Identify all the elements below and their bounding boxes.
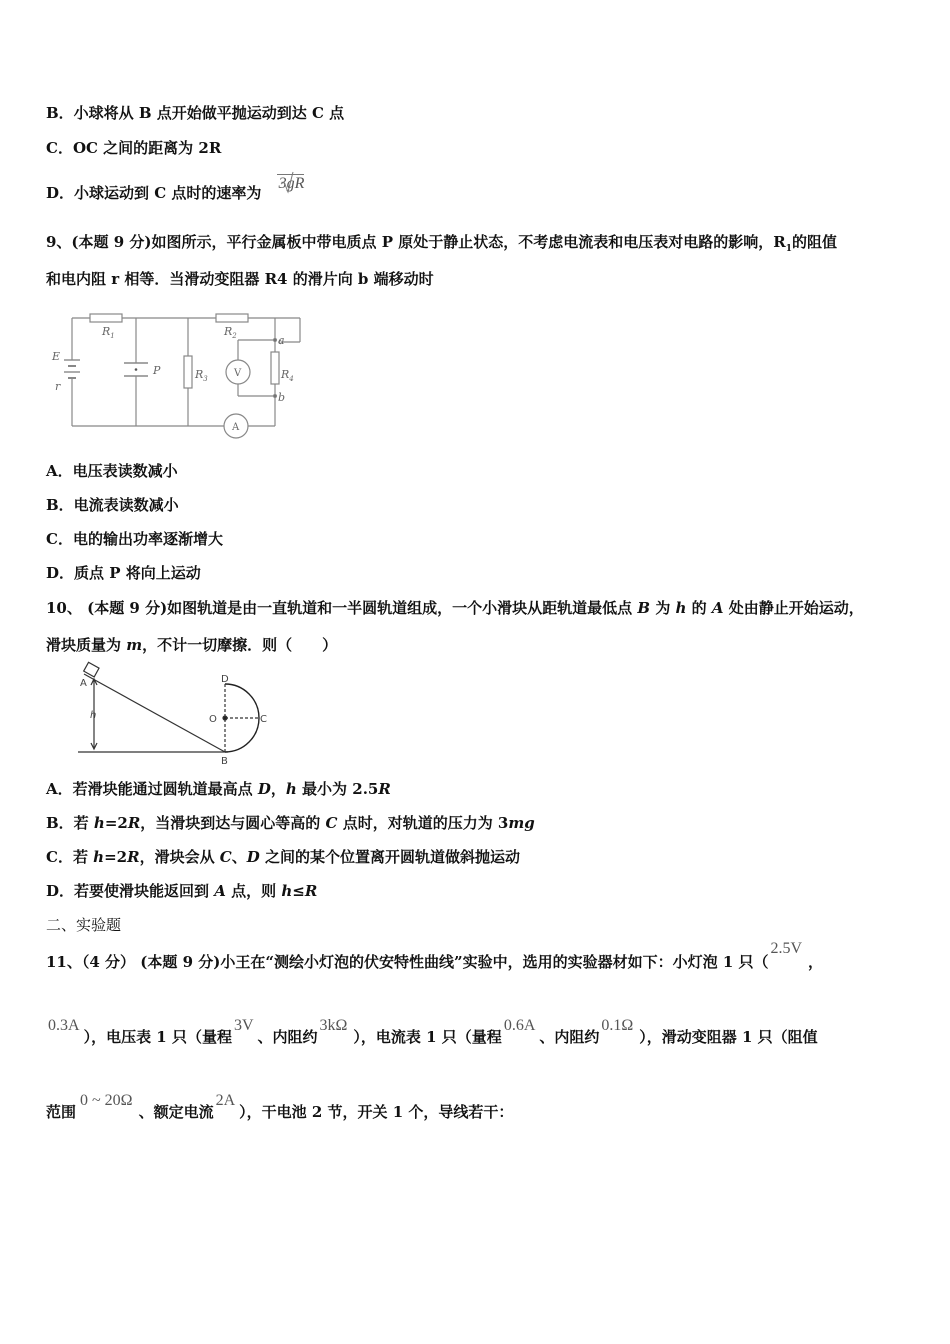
q11-val-2A: 2A — [215, 1092, 236, 1109]
q9-stem-end: 的阻值 — [791, 233, 837, 251]
q9-sub-1: 1 — [785, 244, 792, 254]
q11-t7: 范围 — [46, 1103, 77, 1121]
label-r: r — [55, 380, 61, 393]
q10-c-sep: 、 — [231, 848, 247, 866]
label-V: V — [234, 368, 242, 379]
q10-b-t3: 点时，对轨道的压力为 3 — [337, 814, 509, 832]
q10-c-h: h — [93, 848, 105, 866]
q10-stem-line1 — [46, 597, 864, 618]
label-A: A — [80, 678, 87, 689]
q9-option-d: D．质点 P 将向上运动 — [46, 564, 201, 582]
q10-t3: 的 — [686, 599, 712, 617]
q11-t3: 、内阻约 — [257, 1028, 318, 1046]
q11-line2 — [46, 1017, 818, 1047]
q8-option-d — [46, 175, 305, 203]
q8-option-b: B．小球将从 B 点开始做平抛运动到达 C 点 — [46, 104, 345, 122]
q10-b-t2: ，当滑块到达与圆心等高的 — [140, 814, 326, 832]
label-R4: $R_4$ — [281, 368, 294, 383]
sqrt-sign — [280, 170, 294, 194]
q10-d-h: h — [281, 882, 293, 900]
q10-c-t1: C．若 — [46, 848, 94, 866]
q10-t2: 为 — [650, 599, 676, 617]
q11-t5: 、内阻约 — [539, 1028, 600, 1046]
q10-c-R: R — [127, 848, 140, 866]
q10-b-eq: =2 — [104, 814, 128, 832]
q10-a-R: R — [378, 780, 391, 798]
q10-var-m: m — [126, 636, 143, 654]
q10-t1: 10、 (本题 9 分)如图轨道是由一直轨道和一半圆轨道组成，一个小滑块从距轨道最低点 — [46, 599, 638, 617]
q10-d-t1: D．若要使滑块能返回到 — [46, 882, 215, 900]
q11-t2: ），电压表 1 只（量程 — [83, 1028, 232, 1046]
q10-d-R: R — [304, 882, 318, 900]
q11-val-2.5V: 2.5V — [770, 940, 803, 957]
q10-var-A: A — [711, 599, 724, 617]
q10-d-A: A — [214, 882, 226, 900]
label-R2: $R_2$ — [224, 325, 237, 340]
section-heading: 二、实验题 — [46, 916, 122, 934]
q10-t5: 滑块质量为 — [46, 636, 127, 654]
label-a: a — [278, 334, 285, 347]
q9-stem-text: 9、(本题 9 分)如图所示，平行金属板中带电质点 P 原处于静止状态，不考虑电流表和电压表对电路的影响，R — [46, 233, 786, 251]
q10-d-t2: 点，则 — [225, 882, 282, 900]
label-B: B — [221, 756, 228, 767]
label-R3: $R_3$ — [195, 368, 208, 383]
q8-option-c: C．OC 之间的距离为 2R — [46, 139, 222, 157]
q9-stem-line2: 和电内阻 r 相等．当滑动变阻器 R4 的滑片向 b 端移动时 — [46, 270, 434, 288]
q11-t9: ），干电池 2 节，开关 1 个，导线若干： — [239, 1103, 514, 1121]
label-A: A — [232, 422, 240, 433]
q10-c-t2: ，滑块会从 — [139, 848, 220, 866]
q11-comma: ， — [808, 953, 824, 971]
q11-val-3kohm: 3kΩ — [319, 1017, 348, 1034]
label-C: C — [260, 714, 267, 725]
label-h: h — [90, 710, 97, 721]
q10-a-t2: ， — [270, 780, 286, 798]
q11-val-0-20ohm: 0 ~ 20Ω — [80, 1092, 133, 1109]
q10-a-h: h — [285, 780, 297, 798]
q10-var-h: h — [675, 599, 687, 617]
q11-t4: ），电流表 1 只（量程 — [353, 1028, 502, 1046]
q11-val-0.1ohm: 0.1Ω — [601, 1017, 634, 1034]
q10-track-diagram — [70, 660, 270, 770]
q9-option-c: C．电的输出功率逐渐增大 — [46, 530, 223, 548]
label-O: O — [209, 714, 217, 725]
label-R1: $R_1$ — [102, 325, 115, 340]
label-D: D — [221, 674, 229, 685]
q10-b-R: R — [127, 814, 141, 832]
q9-stem-line1 — [46, 231, 837, 254]
q10-c-eq: =2 — [104, 848, 128, 866]
q11-t6: ），滑动变阻器 1 只（阻值 — [639, 1028, 818, 1046]
q11-t1: 11、（4 分） (本题 9 分)小王在“测绘小灯泡的伏安特性曲线”实验中，选用的实验器材如下：小灯泡 1 只（ — [46, 953, 769, 971]
q10-d-le: ≤ — [292, 882, 305, 900]
q10-option-b — [46, 812, 535, 833]
sqrt-3gR: 3gR — [278, 175, 305, 192]
q10-b-h: h — [93, 814, 105, 832]
q10-c-D: D — [246, 848, 260, 866]
label-b: b — [278, 391, 286, 404]
label-E: E — [52, 350, 61, 363]
label-P: P — [153, 364, 161, 377]
q11-val-0.3A: 0.3A — [48, 1017, 80, 1034]
q10-c-t3: 之间的某个位置离开圆轨道做斜抛运动 — [259, 848, 521, 866]
q10-option-c — [46, 846, 520, 867]
q10-t4: 处由静止开始运动， — [723, 599, 864, 617]
q9-option-a: A．电压表读数减小 — [46, 462, 178, 480]
q10-a-t1: A．若滑块能通过圆轨道最高点 — [46, 780, 258, 798]
q11-t8: 、额定电流 — [138, 1103, 214, 1121]
q8-option-d-text: D．小球运动到 C 点时的速率为 — [46, 184, 262, 202]
q10-b-t1: B．若 — [46, 814, 94, 832]
q11-line1 — [46, 940, 824, 972]
q10-stem-line2 — [46, 634, 337, 655]
q10-var-B: B — [637, 599, 651, 617]
q11-line3 — [46, 1092, 514, 1122]
q11-val-3V: 3V — [233, 1017, 254, 1034]
q10-a-t3: 最小为 2.5 — [296, 780, 379, 798]
q10-option-d — [46, 880, 317, 901]
q10-a-D: D — [257, 780, 271, 798]
q10-b-C: C — [325, 814, 338, 832]
q10-option-a — [46, 778, 391, 799]
q10-b-mg: mg — [508, 814, 535, 832]
q9-circuit-diagram — [50, 308, 310, 443]
q10-c-C: C — [219, 848, 232, 866]
q11-val-0.6A: 0.6A — [503, 1017, 536, 1034]
q9-option-b: B．电流表读数减小 — [46, 496, 179, 514]
q10-t6: ，不计一切摩擦．则（ ） — [142, 636, 338, 654]
